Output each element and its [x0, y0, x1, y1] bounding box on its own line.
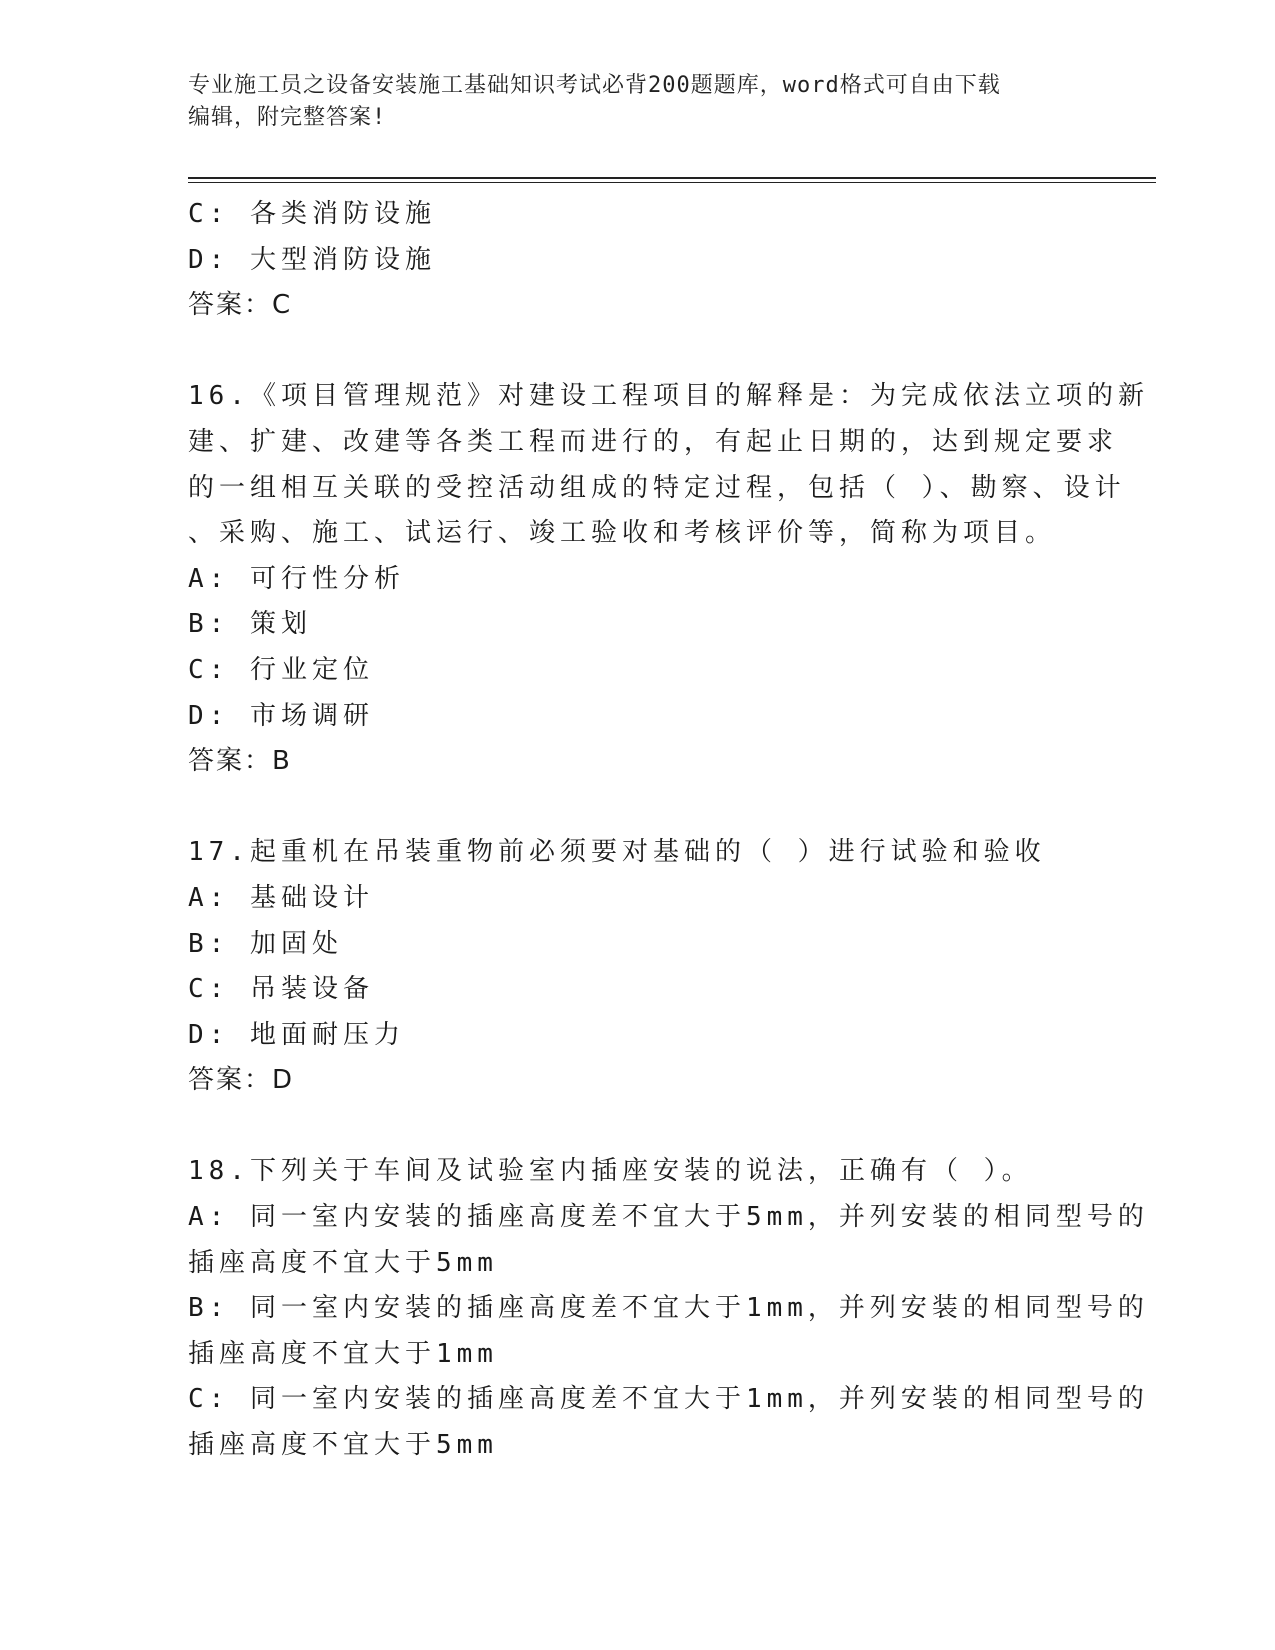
- q16-stem-line-3: 的一组相互关联的受控活动组成的特定过程，包括（ ）、勘察、设计: [188, 472, 1126, 503]
- header-divider: [188, 177, 1156, 183]
- q16-answer: 答案：B: [188, 746, 292, 777]
- document-header: [188, 70, 1068, 134]
- q16-option-a: A: 可行性分析: [188, 563, 405, 594]
- q15-option-c: C: 各类消防设施: [188, 199, 436, 229]
- spacer: [188, 1104, 1088, 1150]
- q18-option-b-line-2: 插座高度不宜大于1mm: [188, 1338, 498, 1369]
- q16-stem-line-2: 建、扩建、改建等各类工程而进行的，有起止日期的，达到规定要求: [188, 426, 1119, 457]
- q17-option-a: A: 基础设计: [188, 882, 374, 913]
- q18-option-a-line-1: A: 同一室内安装的插座高度差不宜大于5mm，并列安装的相同型号的: [188, 1202, 1149, 1233]
- q17-option-c: C: 吊装设备: [188, 974, 374, 1005]
- spacer: [188, 329, 1088, 375]
- question-15: [188, 192, 1088, 329]
- q15-answer: 答案：C: [188, 290, 293, 321]
- q17-stem-line-1: 17.起重机在吊装重物前必须要对基础的（ ）进行试验和验收: [188, 837, 1046, 868]
- q16-stem-line-1: 16.《项目管理规范》对建设工程项目的解释是：为完成依法立项的新: [188, 381, 1149, 412]
- q17-answer: 答案：D: [188, 1065, 295, 1096]
- q18-option-a-line-2: 插座高度不宜大于5mm: [188, 1247, 498, 1278]
- q16-option-c: C: 行业定位: [188, 654, 374, 685]
- q15-option-d: D: 大型消防设施: [188, 244, 436, 275]
- question-18: [188, 1149, 1149, 1468]
- question-16: [188, 374, 1149, 784]
- q18-option-b-line-1: B: 同一室内安装的插座高度差不宜大于1mm，并列安装的相同型号的: [188, 1293, 1149, 1324]
- question-17: [188, 830, 1088, 1104]
- document-body: [188, 192, 1149, 1469]
- q17-option-b: B: 加固处: [188, 928, 343, 959]
- q18-option-c-line-1: C: 同一室内安装的插座高度差不宜大于1mm，并列安装的相同型号的: [188, 1384, 1149, 1415]
- q18-option-c-line-2: 插座高度不宜大于5mm: [188, 1430, 498, 1461]
- q18-stem-line-1: 18.下列关于车间及试验室内插座安装的说法，正确有（ ）。: [188, 1156, 1033, 1187]
- q16-stem-line-4: 、采购、施工、试运行、竣工验收和考核评价等，简称为项目。: [188, 518, 1057, 549]
- q17-option-d: D: 地面耐压力: [188, 1019, 405, 1050]
- header-title-line-2: 编辑，附完整答案!: [188, 105, 387, 130]
- q16-option-b: B: 策划: [188, 609, 312, 640]
- spacer: [188, 785, 1088, 831]
- header-title-line-1: 专业施工员之设备安装施工基础知识考试必背200题题库，word格式可自由下载: [188, 73, 1001, 98]
- q16-option-d: D: 市场调研: [188, 700, 374, 731]
